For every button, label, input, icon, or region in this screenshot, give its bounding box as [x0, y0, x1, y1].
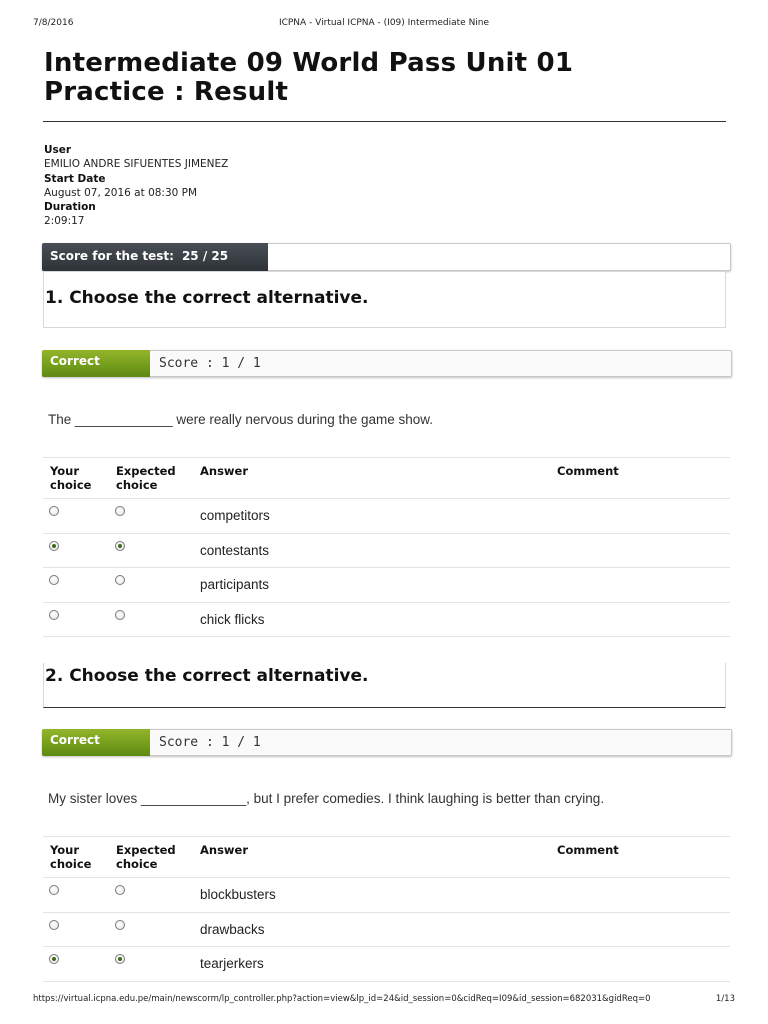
answer-text: drawbacks	[193, 912, 550, 947]
test-score-value: 25 / 25	[181, 249, 229, 263]
expected-choice-radio-icon	[115, 610, 125, 620]
duration-label: Duration	[44, 201, 96, 213]
start-date-label: Start Date	[44, 173, 106, 185]
print-header	[33, 18, 735, 30]
table-header-row	[43, 837, 730, 878]
col-expected-choice: Expected choice	[109, 837, 193, 878]
start-date-value: August 07, 2016 at 08:30 PM	[44, 187, 198, 199]
question-1-answer-table	[43, 457, 730, 637]
col-expected-choice: Expected choice	[109, 458, 193, 499]
question-2-statement: My sister loves ______________, but I prefer comedies. I think laughing is better than crying.	[48, 791, 605, 806]
question-2-correct-badge: Correct	[42, 729, 150, 756]
table-row	[43, 947, 730, 982]
col-comment: Comment	[550, 458, 730, 499]
question-1-score: Score : 1 / 1	[159, 356, 261, 371]
footer-url[interactable]: https://virtual.icpna.edu.pe/main/newscorm/lp_controller.php?action=view&lp_id=24&id_session=0&cidReq=I09&id_session=682031&gidReq=0	[33, 994, 651, 1004]
question-2-title: 2. Choose the correct alternative.	[45, 666, 369, 686]
col-your-choice: Your choice	[43, 837, 109, 878]
user-label: User	[44, 144, 72, 156]
table-header-row	[43, 458, 730, 499]
user-value: EMILIO ANDRE SIFUENTES JIMENEZ	[44, 158, 229, 170]
print-document-title: ICPNA - Virtual ICPNA - (I09) Intermediate Nine	[278, 18, 490, 28]
comment-cell	[550, 947, 730, 982]
your-choice-radio-icon	[49, 920, 59, 930]
question-1-title: 1. Choose the correct alternative.	[45, 288, 369, 308]
col-your-choice: Your choice	[43, 458, 109, 499]
table-row	[43, 499, 730, 534]
table-row	[43, 878, 730, 913]
expected-choice-radio-selected-icon	[115, 954, 125, 964]
expected-choice-radio-selected-icon	[115, 541, 125, 551]
answer-text: blockbusters	[193, 878, 550, 913]
your-choice-radio-icon	[49, 506, 59, 516]
question-1-statement: The _____________ were really nervous during the game show.	[48, 412, 434, 427]
comment-cell	[550, 602, 730, 637]
expected-choice-radio-icon	[115, 885, 125, 895]
expected-choice-radio-icon	[115, 920, 125, 930]
print-date: 7/8/2016	[33, 18, 74, 28]
question-2-result-bar	[42, 729, 732, 756]
expected-choice-radio-icon	[115, 506, 125, 516]
col-comment: Comment	[550, 837, 730, 878]
title-divider	[43, 121, 726, 122]
comment-cell	[550, 878, 730, 913]
duration-value: 2:09:17	[44, 215, 85, 227]
question-1-result-bar	[42, 350, 732, 377]
page-title	[44, 49, 664, 107]
col-answer: Answer	[193, 837, 550, 878]
question-2-score: Score : 1 / 1	[159, 735, 261, 750]
table-row	[43, 602, 730, 637]
print-footer	[33, 994, 735, 1004]
comment-cell	[550, 912, 730, 947]
answer-text: chick flicks	[193, 602, 550, 637]
col-answer: Answer	[193, 458, 550, 499]
table-row	[43, 533, 730, 568]
question-2-answer-table	[43, 836, 730, 982]
your-choice-radio-icon	[49, 575, 59, 585]
page-title-line-1: Intermediate 09 World Pass Unit 01	[44, 48, 574, 78]
footer-page-number: 1/13	[715, 994, 735, 1004]
answer-text: competitors	[193, 499, 550, 534]
test-score-label: Score for the test:	[50, 249, 174, 263]
answer-text: contestants	[193, 533, 550, 568]
comment-cell	[550, 533, 730, 568]
table-row	[43, 912, 730, 947]
comment-cell	[550, 568, 730, 603]
answer-text: tearjerkers	[193, 947, 550, 982]
page-title-line-2: Practice : Result	[44, 77, 289, 107]
question-1-correct-badge: Correct	[42, 350, 150, 377]
comment-cell	[550, 499, 730, 534]
your-choice-radio-icon	[49, 885, 59, 895]
table-row	[43, 568, 730, 603]
test-score-badge	[42, 243, 268, 271]
your-choice-radio-selected-icon	[49, 541, 59, 551]
test-score-bar	[42, 243, 731, 271]
your-choice-radio-selected-icon	[49, 954, 59, 964]
expected-choice-radio-icon	[115, 575, 125, 585]
answer-text: participants	[193, 568, 550, 603]
your-choice-radio-icon	[49, 610, 59, 620]
